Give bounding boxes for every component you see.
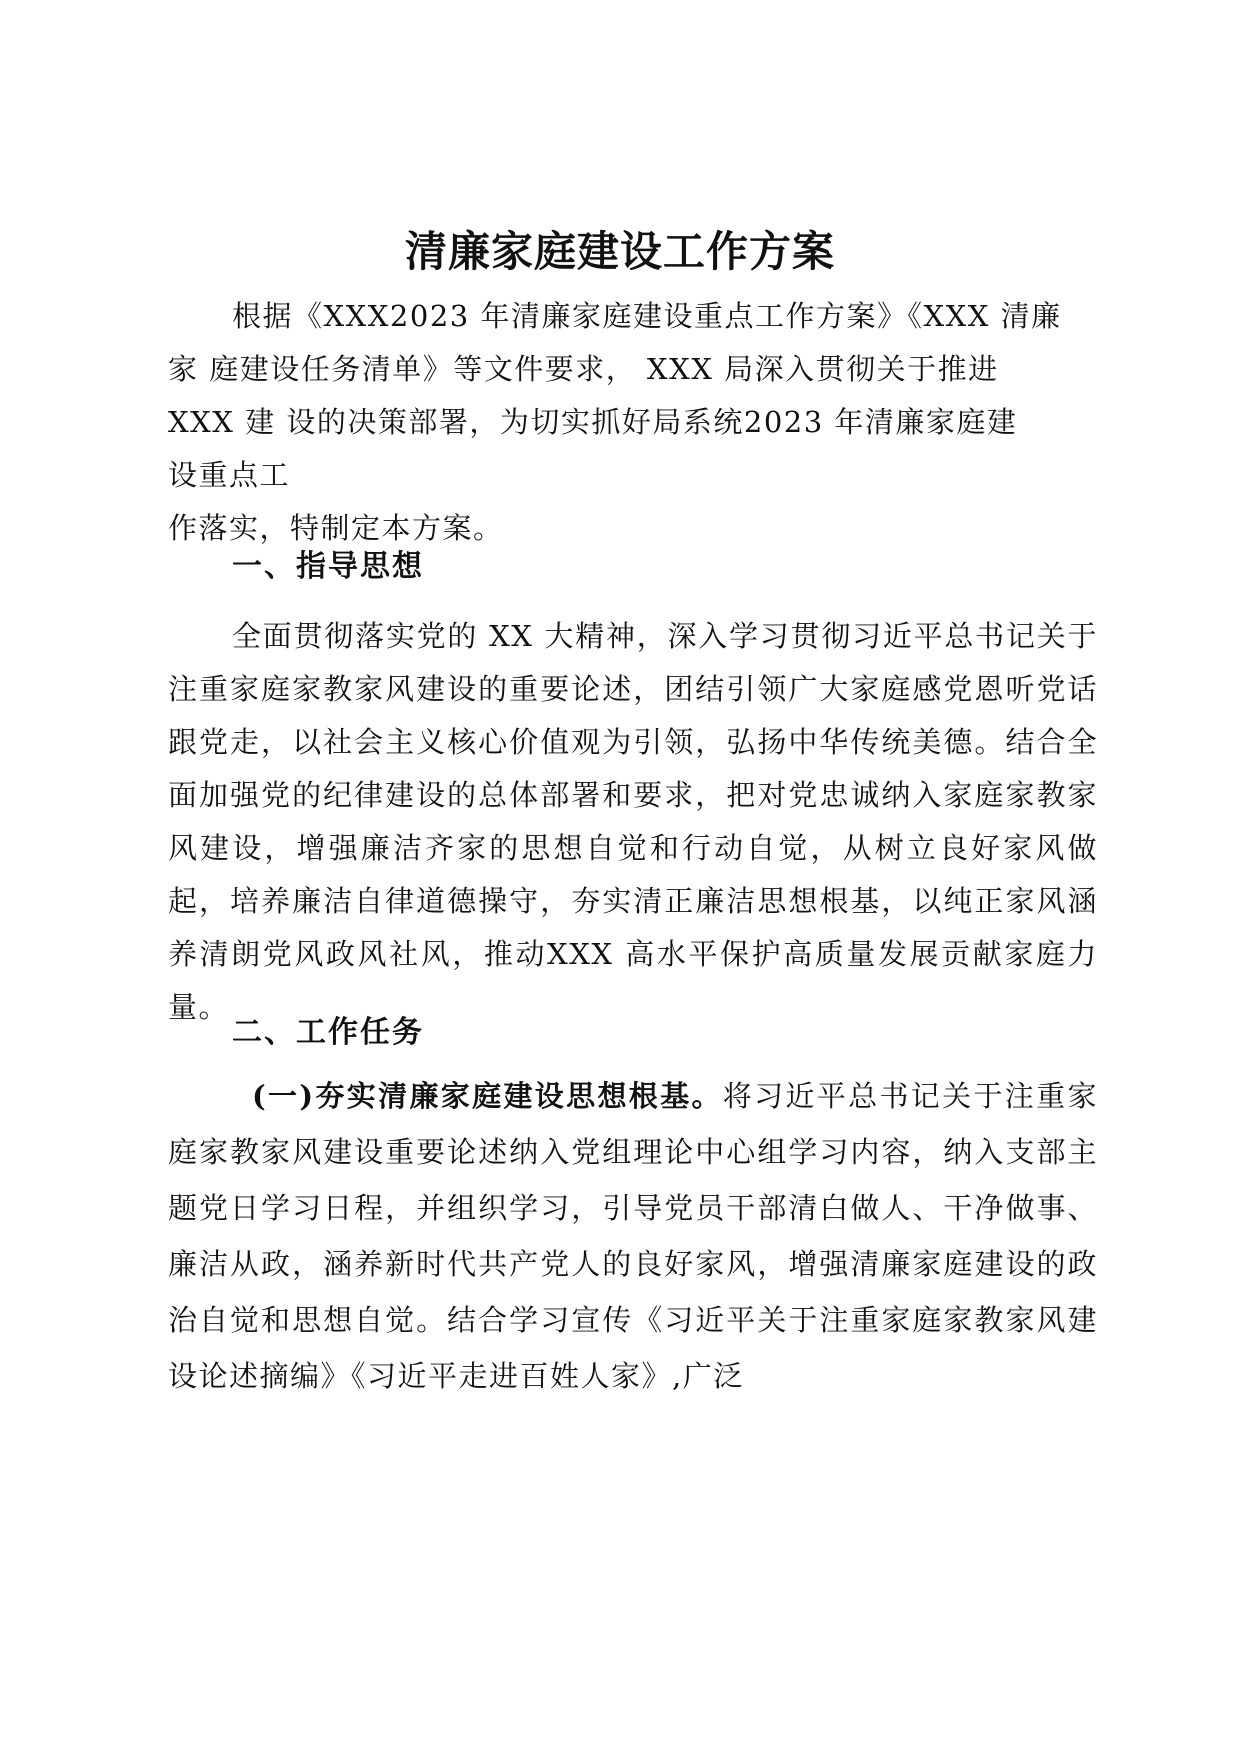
intro-line: 根据《XXX2023 年清廉家庭建设重点工作方案》《XXX 清廉 (232, 299, 1062, 333)
intro-paragraph (168, 290, 1098, 555)
work-task-item-1 (168, 1068, 1098, 1404)
intro-line: 作落实，特制定本方案。 (168, 511, 504, 545)
section-heading-guiding-thought: 一、指导思想 (232, 549, 424, 584)
intro-line: XXX 建 设的决策部署，为切实抓好局系统2023 年清廉家庭建 (168, 405, 1018, 439)
section-heading-work-tasks: 二、工作任务 (232, 1015, 424, 1050)
work-task-item-1-lead: (一)夯实清廉家庭建设思想根基。 (252, 1079, 723, 1113)
intro-line: 家 庭建设任务清单》等文件要求， XXX 局深入贯彻关于推进 (168, 352, 999, 386)
document-title: 清廉家庭建设工作方案 (404, 227, 835, 276)
guiding-thought-paragraph: 全面贯彻落实党的 XX 大精神，深入学习贯彻习近平总书记关于注重家庭家教家风建设的重要论述，团结引领广大家庭感党恩听党话跟党走，以社会主义核心价值观为引领，弘扬中华传统美德。结合全面加强党的纪律建设的总体部署和要求，把对党忠诚纳入家庭家教家风建设，增强廉洁齐家的思想自觉和行动自觉，从树立良好家风做起，培养廉洁自律道德操守，夯实清正廉洁思想根基，以纯正家风涵养清朗党风政风社风，推动XXX 高水平保护高质量发展贡献家庭力量。 (168, 619, 1098, 1024)
work-task-item-1-text: 将习近平总书记关于注重家庭家教家风建设重要论述纳入党组理论中心组学习内容，纳入支部主题党日学习日程，并组织学习，引导党员干部清白做人、干净做事、廉洁从政，涵养新时代共产党人的良好家风，增强清廉家庭建设的政治自觉和思想自觉。结合学习宣传《习近平关于注重家庭家教家风建设论述摘编》《习近平走进百姓人家》,广泛 (168, 1079, 1098, 1393)
intro-line: 设重点工 (168, 458, 291, 492)
